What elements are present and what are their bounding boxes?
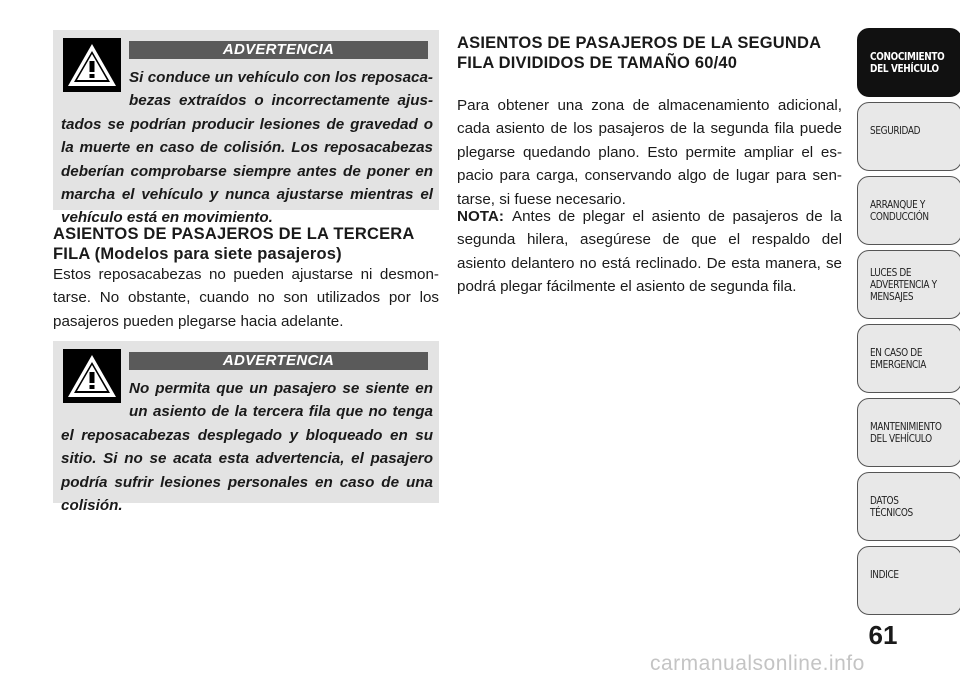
watermark: carmanualsonline.info <box>650 652 865 675</box>
tab-conocimiento-del-vehiculo[interactable] <box>857 28 960 97</box>
warning-box <box>53 341 439 515</box>
tab-arranque-y-conduccion[interactable] <box>857 176 960 245</box>
warning-text: Si conduce un vehículo con los reposaca-bezas extraídos o incorrectamente ajus-tados se podrían producir lesiones de gravedad o la muerte en caso de colisión. Los reposacabezas deberían comprobarse siempre antes de poner en marcha el vehículo y nunca ajustarse mientras el vehículo está en movimiento. <box>61 69 433 227</box>
note-paragraph <box>457 205 842 299</box>
tab-label: CONOCIMIENTO DEL VEHÍCULO <box>870 51 945 75</box>
note-text: Antes de plegar el asiento de pasajeros de la segunda hilera, asegúrese de que el respaldo del asiento delantero no está reclinado. De esta manera, se podrá plegar fácilmente el asiento de segunda fila. <box>457 208 842 296</box>
tab-label: DATOS TÉCNICOS <box>870 495 913 519</box>
warning-box <box>53 30 439 227</box>
tab-en-caso-de-emergencia[interactable] <box>857 324 960 393</box>
tab-datos-tecnicos[interactable] <box>857 472 960 541</box>
tab-label: LUCES DE ADVERTENCIA Y MENSAJES <box>870 267 937 303</box>
warning-text: No permita que un pasajero se siente en un asiento de la tercera fila que no tenga el reposacabezas desplegado y bloqueado en su sitio. Si no se acata esta advertencia, el pasajero podría sufrir lesiones personales en caso de una colisión. <box>61 380 433 515</box>
warning-title: ADVERTENCIA <box>129 41 428 59</box>
tab-label: INDICE <box>870 569 899 581</box>
section-heading-second-row: ASIENTOS DE PASAJEROS DE LA SEGUNDA FILA DIVIDIDOS DE TAMAÑO 60/40 <box>457 34 821 72</box>
tab-label: MANTENIMIENTO DEL VEHÍCULO <box>870 421 942 445</box>
section-text-third-row: Estos reposacabezas no pueden ajustarse ni desmon-tarse. No obstante, cuando no son utilizados por los pasajeros pueden plegarse hacia adelante. <box>53 266 439 330</box>
tab-label: SEGURIDAD <box>870 125 921 137</box>
warning-title: ADVERTENCIA <box>129 352 428 370</box>
section-text-second-row: Para obtener una zona de almacenamiento adicional, cada asiento de los pasajeros de la segunda fila puede plegarse quedando plano. Esto permite ampliar el es-pacio para carga, conservando algo de lugar para sen-tarse, si fuese necesario. <box>457 97 842 208</box>
tab-indice[interactable] <box>857 546 960 615</box>
tab-mantenimiento-del-vehiculo[interactable] <box>857 398 960 467</box>
tab-label: ARRANQUE Y CONDUCCIÓN <box>870 199 929 223</box>
tab-seguridad[interactable] <box>857 102 960 171</box>
tab-luces-de-advertencia[interactable] <box>857 250 960 319</box>
note-label: NOTA: <box>457 208 504 225</box>
section-heading-third-row: ASIENTOS DE PASAJEROS DE LA TERCERA FILA (Modelos para siete pasajeros) <box>53 225 414 263</box>
page-number: 61 <box>868 620 898 650</box>
tab-label: EN CASO DE EMERGENCIA <box>870 347 926 371</box>
